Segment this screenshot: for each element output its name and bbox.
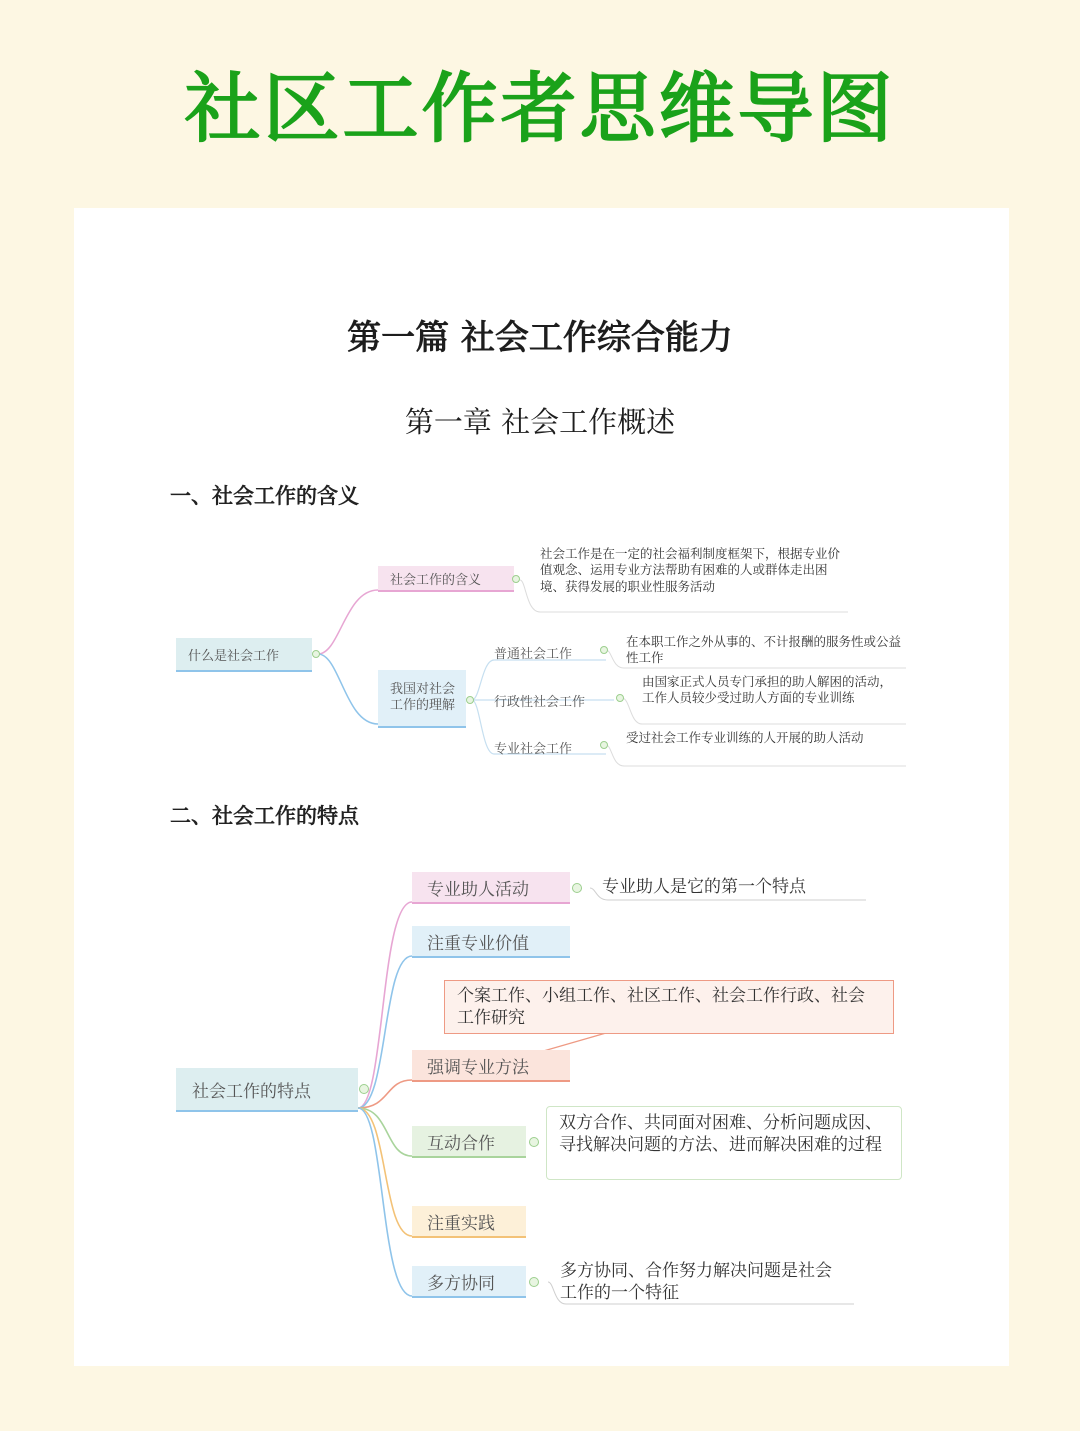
section1-heading: 一、社会工作的含义 bbox=[170, 484, 359, 508]
feature-node-practice bbox=[412, 1206, 526, 1238]
section2-heading: 二、社会工作的特点 bbox=[170, 804, 359, 828]
collapse-toggle-icon[interactable] bbox=[529, 1137, 539, 1147]
connector-root-meaning bbox=[318, 590, 378, 654]
collapse-toggle-icon[interactable] bbox=[466, 696, 474, 704]
banner-title: 社区工作者思维导图 bbox=[184, 64, 896, 153]
part-title: 第一篇 社会工作综合能力 bbox=[347, 318, 733, 358]
collapse-toggle-icon[interactable] bbox=[572, 883, 582, 893]
understanding-item-label: 行政性社会工作 bbox=[494, 694, 586, 710]
feature-node-label: 注重实践 bbox=[427, 1213, 495, 1234]
methods-callout-box: 个案工作、小组工作、社区工作、社会工作行政、社会工作研究 bbox=[444, 980, 894, 1034]
collapse-toggle-icon[interactable] bbox=[359, 1084, 369, 1094]
root-node-features bbox=[176, 1068, 358, 1112]
understanding-item-professional bbox=[494, 737, 572, 757]
underline-professional-text bbox=[606, 745, 906, 766]
connector-feature-1 bbox=[358, 902, 412, 1108]
connector-root-understanding bbox=[318, 654, 378, 724]
interaction-callout-box: 双方合作、共同面对困难、分析问题成因、寻找解决问题的方法、进而解决困难的过程 bbox=[546, 1106, 902, 1180]
feature-node-label: 多方协同 bbox=[427, 1273, 495, 1294]
collapse-toggle-icon[interactable] bbox=[312, 650, 320, 658]
feature-text: 专业助人是它的第一个特点 bbox=[602, 877, 806, 897]
collapse-toggle-icon[interactable] bbox=[529, 1277, 539, 1287]
feature-node-professional-methods bbox=[412, 1050, 570, 1082]
understanding-item-label: 普通社会工作 bbox=[494, 646, 573, 662]
feature-text: 多方协同、合作努力解决问题是社会工作的一个特征 bbox=[560, 1261, 832, 1304]
connector-feature-6 bbox=[358, 1108, 412, 1296]
feature-node-interactive-cooperation bbox=[412, 1126, 526, 1158]
feature-node-label: 注重专业价值 bbox=[427, 933, 529, 954]
feature-node-label: 互动合作 bbox=[427, 1133, 495, 1154]
root-node-label: 社会工作的特点 bbox=[192, 1081, 311, 1102]
root-node-label: 什么是社会工作 bbox=[188, 648, 280, 664]
understanding-item-text: 受过社会工作专业训练的人开展的助人活动 bbox=[626, 730, 864, 745]
branch-node-understanding bbox=[378, 670, 466, 728]
understanding-item-general bbox=[494, 642, 572, 662]
chapter-title: 第一章 社会工作概述 bbox=[404, 405, 676, 439]
collapse-toggle-icon[interactable] bbox=[512, 575, 520, 583]
feature-node-label: 专业助人活动 bbox=[427, 879, 529, 900]
understanding-item-text: 在本职工作之外从事的、不计报酬的服务性或公益性工作 bbox=[626, 634, 902, 666]
feature-node-multi-party bbox=[412, 1266, 526, 1298]
feature-node-label: 强调专业方法 bbox=[427, 1057, 529, 1078]
branch-node-meaning bbox=[378, 566, 514, 592]
understanding-item-text: 由国家正式人员专门承担的助人解困的活动，工作人员较少受过助人方面的专业训练 bbox=[642, 674, 893, 706]
feature-node-professional-values bbox=[412, 926, 570, 958]
collapse-toggle-icon[interactable] bbox=[600, 646, 608, 654]
branch-node-understanding-label: 我国对社会工作的理解 bbox=[390, 681, 456, 713]
meaning-definition-text: 社会工作是在一定的社会福利制度框架下，根据专业价值观念、运用专业方法帮助有困难的人或群体走出困境、获得发展的职业性服务活动 bbox=[540, 546, 841, 594]
root-node-what-is-social-work bbox=[176, 638, 312, 672]
understanding-item-admin bbox=[494, 690, 585, 710]
understanding-item-label: 专业社会工作 bbox=[494, 741, 573, 757]
collapse-toggle-icon[interactable] bbox=[600, 741, 608, 749]
collapse-toggle-icon[interactable] bbox=[616, 694, 624, 702]
branch-node-meaning-label: 社会工作的含义 bbox=[390, 572, 482, 588]
feature-node-professional-help bbox=[412, 872, 570, 904]
